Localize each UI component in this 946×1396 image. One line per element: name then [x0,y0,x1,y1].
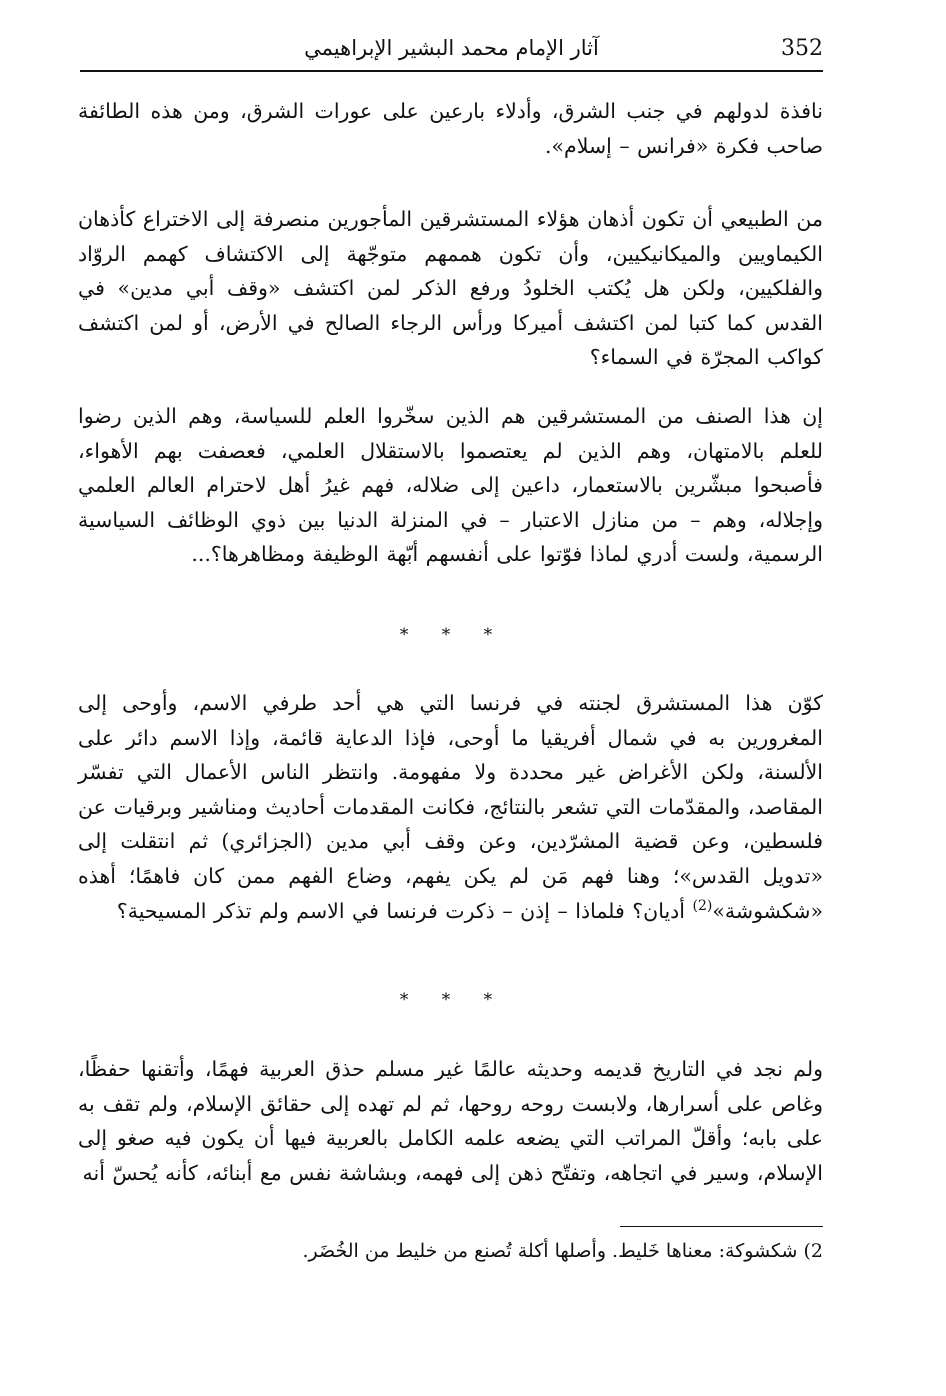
section-separator-1: * * * [399,625,507,645]
paragraph-2: من الطبيعي أن تكون أذهان هؤلاء المستشرقين المأجورين منصرفة إلى الاختراع كأذهان الكيماويين والميكانيكيين، وأن تكون هممهم متوجّهة إلى الاكتشاف كهمم الروّاد والفلكيين، ولكن هل يُكتب الخلودُ ورفع الذكر لمن اكتشف «وقف أبي مدين» في القدس كما كتبا لمن اكتشف أميركا ورأس الرجاء الصالح في الأرض، أو لمن اكتشف كواكب المجرّة في السماء؟ [78,207,824,370]
footnote [78,1235,823,1267]
paragraph-4 [78,686,823,928]
footnote-divider [620,1226,823,1227]
paragraph-1: نافذة لدولهم في جنب الشرق، وأدلاء بارعين على عورات الشرق، ومن هذه الطائفة صاحب فكرة «فرانس – إسلام». [78,99,823,158]
paragraph-3: إن هذا الصنف من المستشرقين هم الذين سخّروا العلم للسياسة، وهم الذين رضوا للعلم بالامتهان، وهم الذين لم يعتصموا بالاستقلال العلمي، فعصفت بهم الأهواء، فأصبحوا مبشّرين بالاستعمار، داعين إلى ضلاله، فهم غيرُ أهل لاحترام العالم العلمي وإجلاله، وهم – من منازل الاعتبار – في المنزلة الدنيا بين ذوي الوظائف السياسية الرسمية، ولست أدري لماذا فوّتوا على أنفسهم أبّهة الوظيفة ومظاهرها؟... [78,404,823,567]
page-header [80,30,823,72]
paragraph-4-text: كوّن هذا المستشرق لجنته في فرنسا التي هي أحد طرفي الاسم، وأوحى إلى المغرورين به في شمال أفريقيا ما أوحى، فإذا الدعاية قائمة، وإذا الاسم دائر على الألسنة، ولكن الأغراض غير محددة ولا مفهومة. وانتظر الناس الأعمال التي تفسّر المقاصد، والمقدّمات التي تشعر بالنتائج، فكانت المقدمات أحاديث ومناشير وبرقيات عن فلسطين، وعن قضية المشرّدين، وعن وقف أبي مدين (الجزائري) ثم انتقلت إلى «تدويل القدس»؛ وهنا فهم مَن لم يكن يفهم، وضاع الفهم ممن كان فاهمًا؛ أهذه «شكشوشة» [78,691,823,923]
footnote-text: شكشوكة: معناها خَليط. وأصلها أكلة تُصنع من خليط من الخُضَر. [302,1240,798,1262]
footnote-number: 2) [803,1240,823,1262]
running-title: آثار الإمام محمد البشير الإبراهيمي [304,36,599,60]
paragraph-4-tail: أديان؟ فلماذا – إذن – ذكرت فرنسا في الاسم ولم تذكر المسيحية؟ [116,898,693,923]
section-separator-2: * * * [399,990,507,1010]
page-number: 352 [781,36,823,61]
footnote-reference: (2) [692,897,713,914]
paragraph-5: ولم نجد في التاريخ قديمه وحديثه عالمًا غير مسلم حذق العربية فهمًا، وأتقنها حفظًا، وغاص على أسرارها، ولابست روحه روحها، ثم لم تهده إلى حقائق الإسلام، ولم تقف به على بابه؛ وأقلّ المراتب التي يضعه علمه الكامل بالعربية فيها أن يكون فيه صغو إلى الإسلام، وسير في اتجاهه، وتفتّح ذهن إلى فهمه، وبشاشة نفس مع أبنائه، كأنه يُحسّ أنه [78,1057,823,1185]
